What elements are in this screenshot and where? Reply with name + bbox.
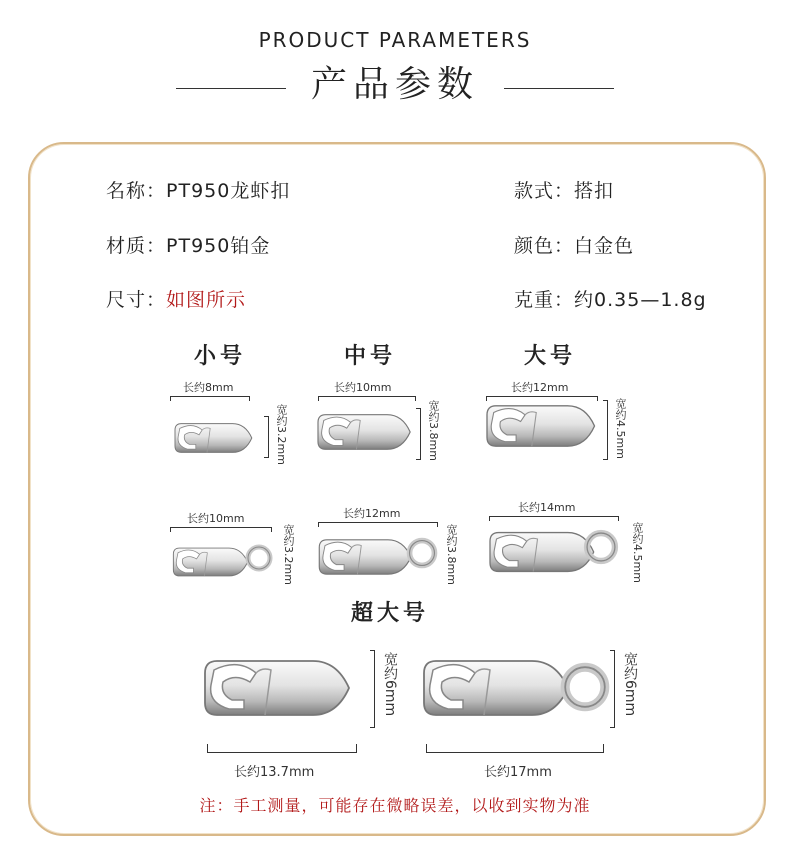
measurement-note: 注：手工测量，可能存在微略误差，以收到实物为准: [199, 796, 591, 815]
clasp-large-image: [487, 396, 599, 456]
clasp-small-ring: [244, 543, 274, 573]
dim-xl2-length-line: [426, 744, 604, 753]
clasp-xlarge-ring: [558, 660, 612, 714]
dim-xl2-width: 宽约6mm: [622, 652, 638, 717]
clasp-large-ring: [582, 528, 620, 566]
dim-r2-large-length-line: [489, 516, 619, 521]
param-name-label: 名称：: [106, 180, 167, 202]
dim-xl2-length: 长约17mm: [484, 765, 552, 780]
param-size: [106, 285, 246, 312]
dim-r1-small-width-line: [264, 416, 269, 458]
dim-r1-large-width-line: [603, 400, 608, 460]
dim-r2-medium-length-line: [318, 522, 438, 527]
dim-r2-large-length: 长约14mm: [518, 501, 576, 514]
dim-r1-large-width: 宽约4.5mm: [614, 398, 627, 459]
dim-r2-large-width: 宽约4.5mm: [631, 522, 644, 583]
title-divider-right: [504, 88, 614, 89]
dim-r2-small-length-line: [170, 527, 272, 532]
dim-xl1-length-line: [207, 744, 357, 753]
dim-r2-medium-length: 长约12mm: [343, 507, 401, 520]
param-material-value: PT950铂金: [166, 235, 271, 257]
param-color-label: 颜色：: [514, 235, 575, 257]
param-style: [514, 176, 614, 203]
dim-r1-small-length-line: [170, 396, 250, 401]
param-name: [106, 176, 290, 203]
param-size-label: 尺寸：: [106, 289, 167, 311]
param-color-value: 白金色: [574, 235, 635, 257]
dim-r1-medium-length-line: [318, 396, 416, 401]
dim-xl1-width-line: [370, 650, 375, 728]
dim-r2-small-width: 宽约3.2mm: [282, 524, 295, 585]
dim-r1-small-length: 长约8mm: [183, 381, 234, 394]
param-weight: [514, 285, 707, 312]
title-english: PRODUCT PARAMETERS: [258, 28, 532, 52]
dim-r1-medium-width-line: [416, 408, 421, 460]
dim-r2-small-length: 长约10mm: [187, 512, 245, 525]
param-size-value: 如图所示: [166, 289, 247, 311]
clasp-small-ring-image: [172, 545, 252, 579]
dim-r1-large-length: 长约12mm: [511, 381, 569, 394]
dim-r2-medium-width: 宽约3.8mm: [445, 524, 458, 585]
dim-xl1-length: 长约13.7mm: [234, 765, 315, 780]
dim-r1-small-width: 宽约3.2mm: [275, 404, 288, 465]
param-style-value: 搭扣: [574, 180, 615, 202]
clasp-medium-ring-image: [319, 536, 415, 578]
dim-xl2-width-line: [610, 650, 615, 728]
size-xlarge-heading: 超大号: [350, 601, 429, 626]
param-weight-value: 约0.35—1.8g: [574, 289, 707, 311]
param-color: [514, 231, 634, 258]
clasp-small-image: [175, 420, 255, 456]
size-large-heading: 大号: [523, 344, 576, 369]
param-style-label: 款式：: [514, 180, 575, 202]
dim-r1-large-length-line: [486, 396, 598, 401]
clasp-medium-ring: [405, 536, 439, 570]
param-name-value: PT950龙虾扣: [166, 180, 291, 202]
dim-r1-medium-width: 宽约3.8mm: [427, 400, 440, 461]
param-material: [106, 231, 270, 258]
clasp-xlarge-image: [205, 652, 355, 724]
title-chinese: 产品参数: [310, 64, 479, 105]
param-material-label: 材质：: [106, 235, 167, 257]
param-weight-label: 克重：: [514, 289, 575, 311]
dim-xl1-width: 宽约6mm: [382, 652, 398, 717]
dim-r1-medium-length: 长约10mm: [334, 381, 392, 394]
size-medium-heading: 中号: [343, 344, 396, 369]
clasp-medium-image: [318, 408, 414, 456]
size-small-heading: 小号: [193, 344, 246, 369]
clasp-xlarge-ring-image: [424, 652, 574, 724]
